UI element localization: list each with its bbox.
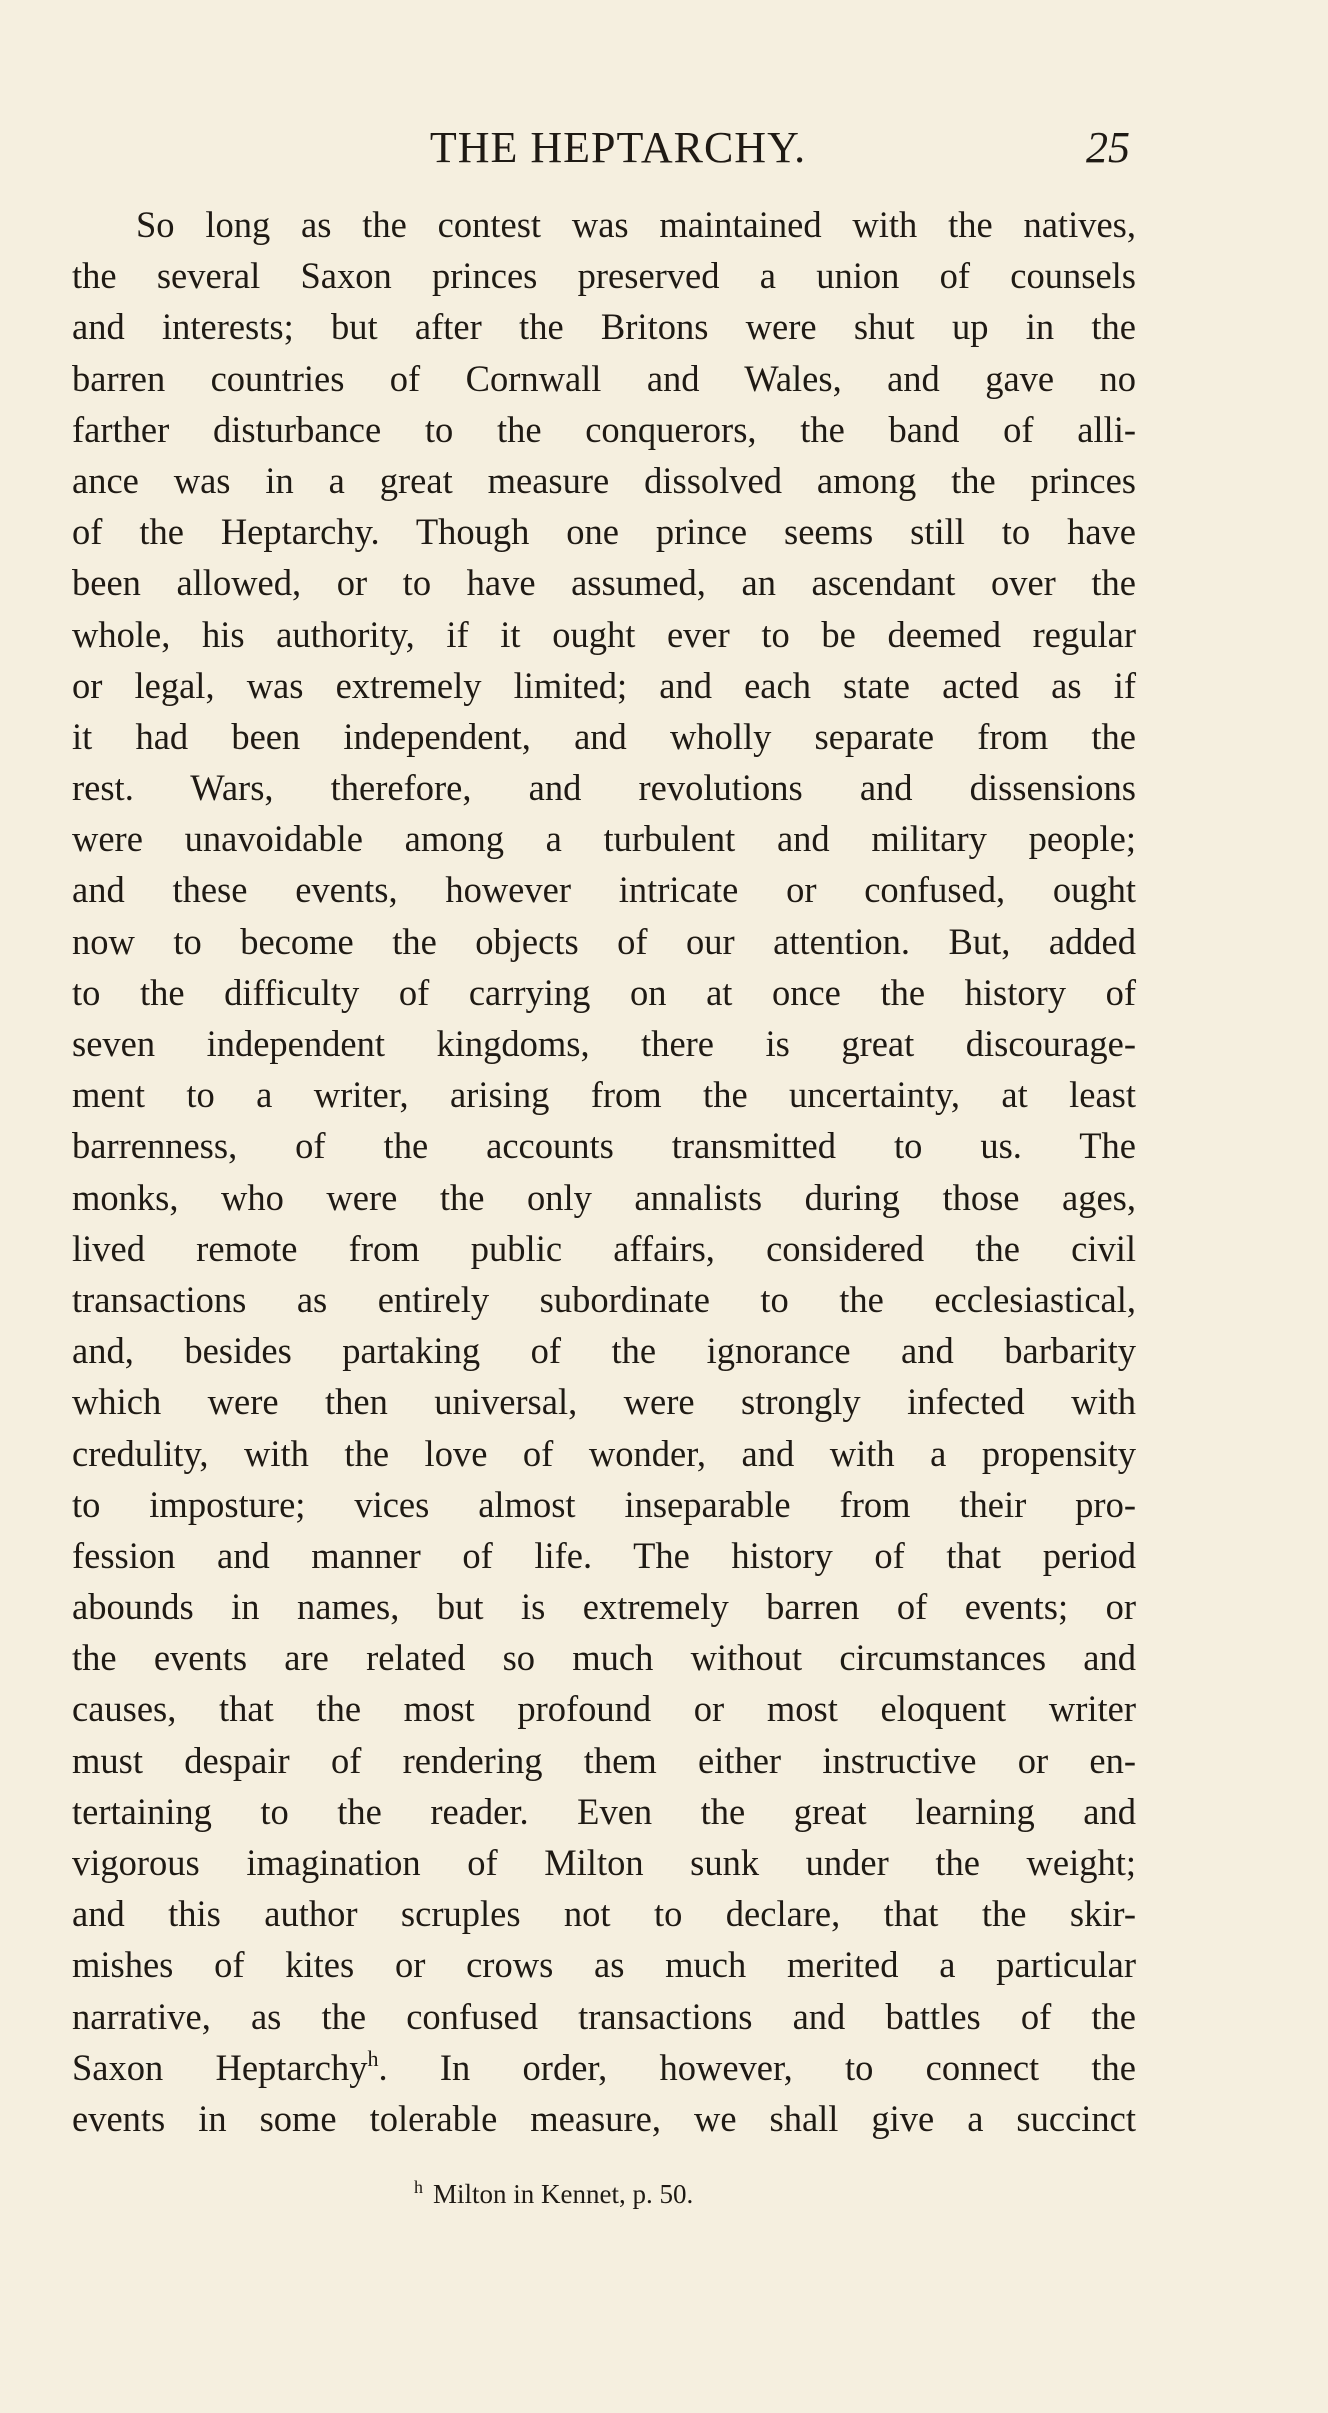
text-line: and interests; but after the Britons were shut up in the (72, 306, 1136, 348)
running-title: THE HEPTARCHY. (429, 123, 807, 172)
footnote-mark: h (414, 2177, 423, 2197)
page-number: 25 (1086, 123, 1130, 172)
footnote-text: Milton in Kennet, p. 50. (433, 2179, 694, 2209)
text-line: narrative, as the confused transactions and battles of the (72, 1995, 1136, 2037)
line-text-rest: . In order, however, to connect the (378, 2046, 1136, 2088)
text-line: abounds in names, but is extremely barren of events; or (72, 1586, 1136, 1628)
text-line: monks, who were the only annalists during those ages, (72, 1176, 1136, 1218)
text-line: seven independent kingdoms, there is great discourage- (72, 1023, 1136, 1064)
text-line: ment to a writer, arising from the uncertainty, at least (72, 1074, 1136, 1116)
text-line: which were then universal, were strongly infected with (72, 1381, 1136, 1423)
text-line: been allowed, or to have assumed, an ascendant over the (72, 562, 1136, 604)
text-line: farther disturbance to the conquerors, the band of alli- (72, 408, 1136, 450)
text-line: and this author scruples not to declare, that the skir- (72, 1893, 1136, 1935)
text-line: rest. Wars, therefore, and revolutions and dissensions (72, 767, 1136, 809)
text-line: ance was in a great measure dissolved among the princes (72, 459, 1136, 501)
text-line: of the Heptarchy. Though one prince seems still to have (72, 511, 1136, 553)
line-text: Saxon Heptarchy (72, 2046, 368, 2088)
text-line: and these events, however intricate or confused, ought (72, 869, 1136, 911)
text-line: barrenness, of the accounts transmitted to us. The (72, 1125, 1136, 1167)
text-line: events in some tolerable measure, we shall give a succinct (72, 2097, 1136, 2139)
text-line: causes, that the most profound or most eloquent writer (72, 1688, 1136, 1730)
text-line: now to become the objects of our attention. But, added (72, 920, 1136, 962)
text-line: or legal, was extremely limited; and each state acted as if (72, 664, 1136, 706)
text-line: lived remote from public affairs, considered the civil (72, 1227, 1136, 1269)
text-line: were unavoidable among a turbulent and military people; (72, 818, 1136, 860)
footnote-reference[interactable]: h (367, 2045, 379, 2071)
text-line: credulity, with the love of wonder, and with a propensity (72, 1432, 1136, 1474)
text-line: transactions as entirely subordinate to the ecclesiastical, (72, 1278, 1136, 1320)
text-line: and, besides partaking of the ignorance and barbarity (72, 1330, 1136, 1372)
text-line: vigorous imagination of Milton sunk under the weight; (72, 1842, 1136, 1883)
text-line: the several Saxon princes preserved a union of counsels (72, 255, 1136, 297)
text-line: it had been independent, and wholly separate from the (72, 715, 1136, 757)
text-line: tertaining to the reader. Even the great learning and (72, 1790, 1136, 1832)
running-head (72, 118, 1136, 178)
text-line: whole, his authority, if it ought ever to be deemed regular (72, 613, 1136, 655)
text-line: to imposture; vices almost inseparable from their pro- (72, 1483, 1136, 1525)
text-line: barren countries of Cornwall and Wales, and gave no (72, 357, 1136, 399)
text-line: So long as the contest was maintained with the natives, (136, 204, 1136, 245)
text-line: must despair of rendering them either instructive or en- (72, 1739, 1136, 1781)
footnote (414, 2167, 693, 2214)
text-line: to the difficulty of carrying on at once the history of (72, 971, 1136, 1013)
body-text (72, 199, 1136, 2144)
text-line: mishes of kites or crows as much merited a particular (72, 1944, 1136, 1986)
text-line: the events are related so much without circumstances and (72, 1637, 1136, 1679)
text-line: fession and manner of life. The history of that period (72, 1534, 1136, 1576)
text-line-with-footnote-ref (72, 2042, 1136, 2093)
